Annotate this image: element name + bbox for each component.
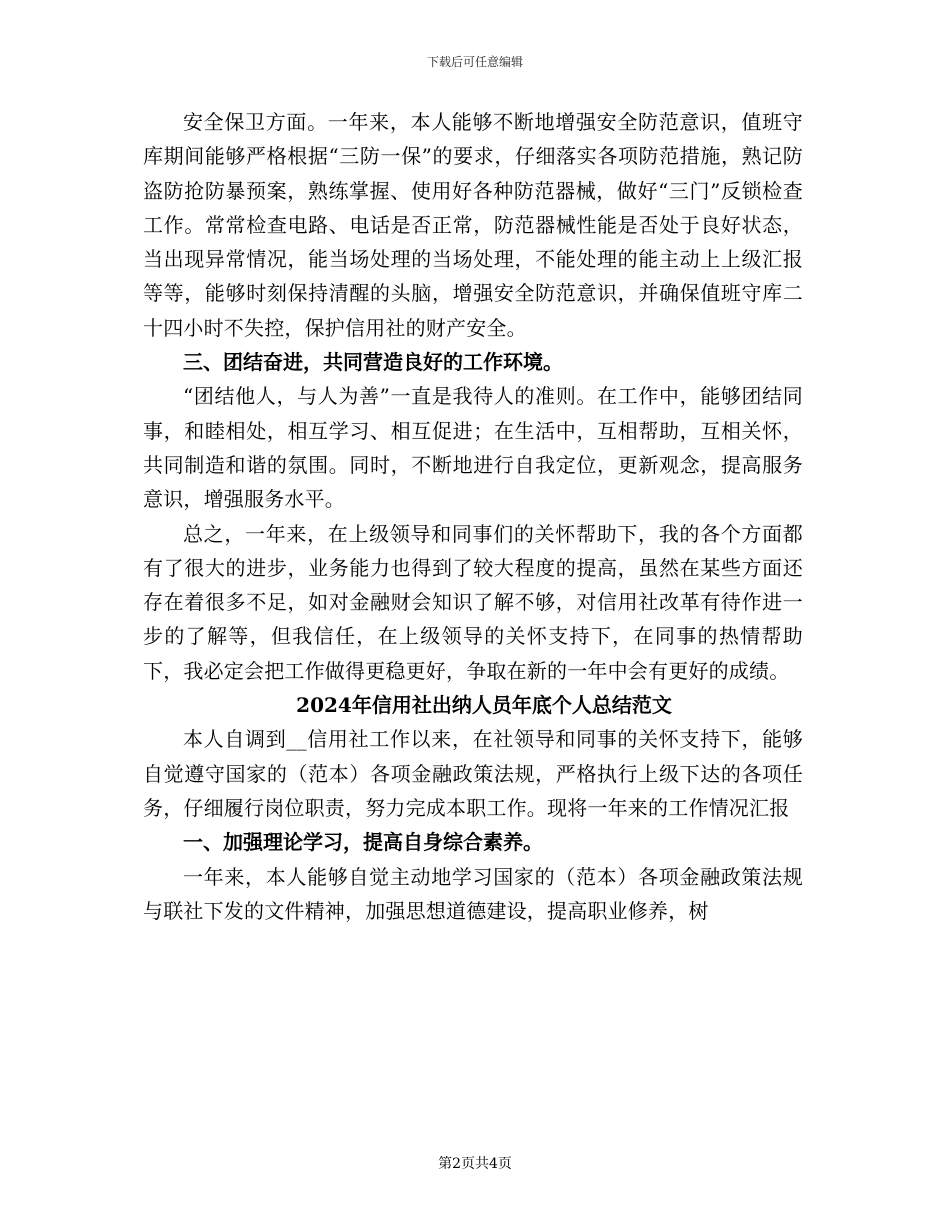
paragraph-intro: 本人自调到__信用社工作以来，在社领导和同事的关怀支持下，能够自觉遵守国家的（范本）各项金融政策法规，严格执行上级下达的各项任务，仔细履行岗位职责，努力完成本职工作。现将一年来的工作情况汇报 bbox=[143, 727, 803, 820]
paragraph-summary: 总之，一年来，在上级领导和同事们的关怀帮助下，我的各个方面都有了很大的进步，业务能力也得到了较大程度的提高，虽然在某些方面还存在着很多不足，如对金融财会知识了解不够，对信用社改革有待作进一步的了解等，但我信任，在上级领导的关怀支持下，在同事的热情帮助下，我必定会把工作做得更稳更好，争取在新的一年中会有更好的成绩。 bbox=[143, 521, 803, 683]
paragraph-security: 安全保卫方面。一年来，本人能够不断地增强安全防范意识，值班守库期间能够严格根据“三防一保”的要求，仔细落实各项防范措施，熟记防盗防抢防暴预案，熟练掌握、使用好各种防范器械，做好“三门”反锁检查工作。常常检查电路、电话是否正常，防范器械性能是否处于良好状态，当出现异常情况，能当场处理的当场处理，不能处理的能主动上上级汇报等等，能够时刻保持清醒的头脑，增强安全防范意识，并确保值班守库二十四小时不失控，保护信用社的财产安全。 bbox=[143, 110, 803, 340]
section-heading-unity: 三、团结奋进，共同营造良好的工作环境。 bbox=[183, 350, 563, 375]
paragraph-unity: “团结他人，与人为善”一直是我待人的准则。在工作中，能够团结同事，和睦相处，相互学习、相互促进；在生活中，互相帮助，互相关怀，共同制造和谐的氛围。同时，不断地进行自我定位，更新观念，提高服务意识，增强服务水平。 bbox=[143, 384, 803, 512]
page-footer: 第2页共4页 bbox=[438, 1156, 512, 1172]
page-header: 下载后可任意编辑 bbox=[426, 55, 523, 69]
paragraph-study: 一年来，本人能够自觉主动地学习国家的（范本）各项金融政策法规与联社下发的文件精神，加强思想道德建设，提高职业修养，树 bbox=[143, 864, 803, 923]
document-title: 2024年信用社出纳人员年底个人总结范文 bbox=[296, 693, 672, 718]
document-body bbox=[143, 105, 803, 928]
section-heading-study: 一、加强理论学习，提高自身综合素养。 bbox=[183, 830, 543, 855]
